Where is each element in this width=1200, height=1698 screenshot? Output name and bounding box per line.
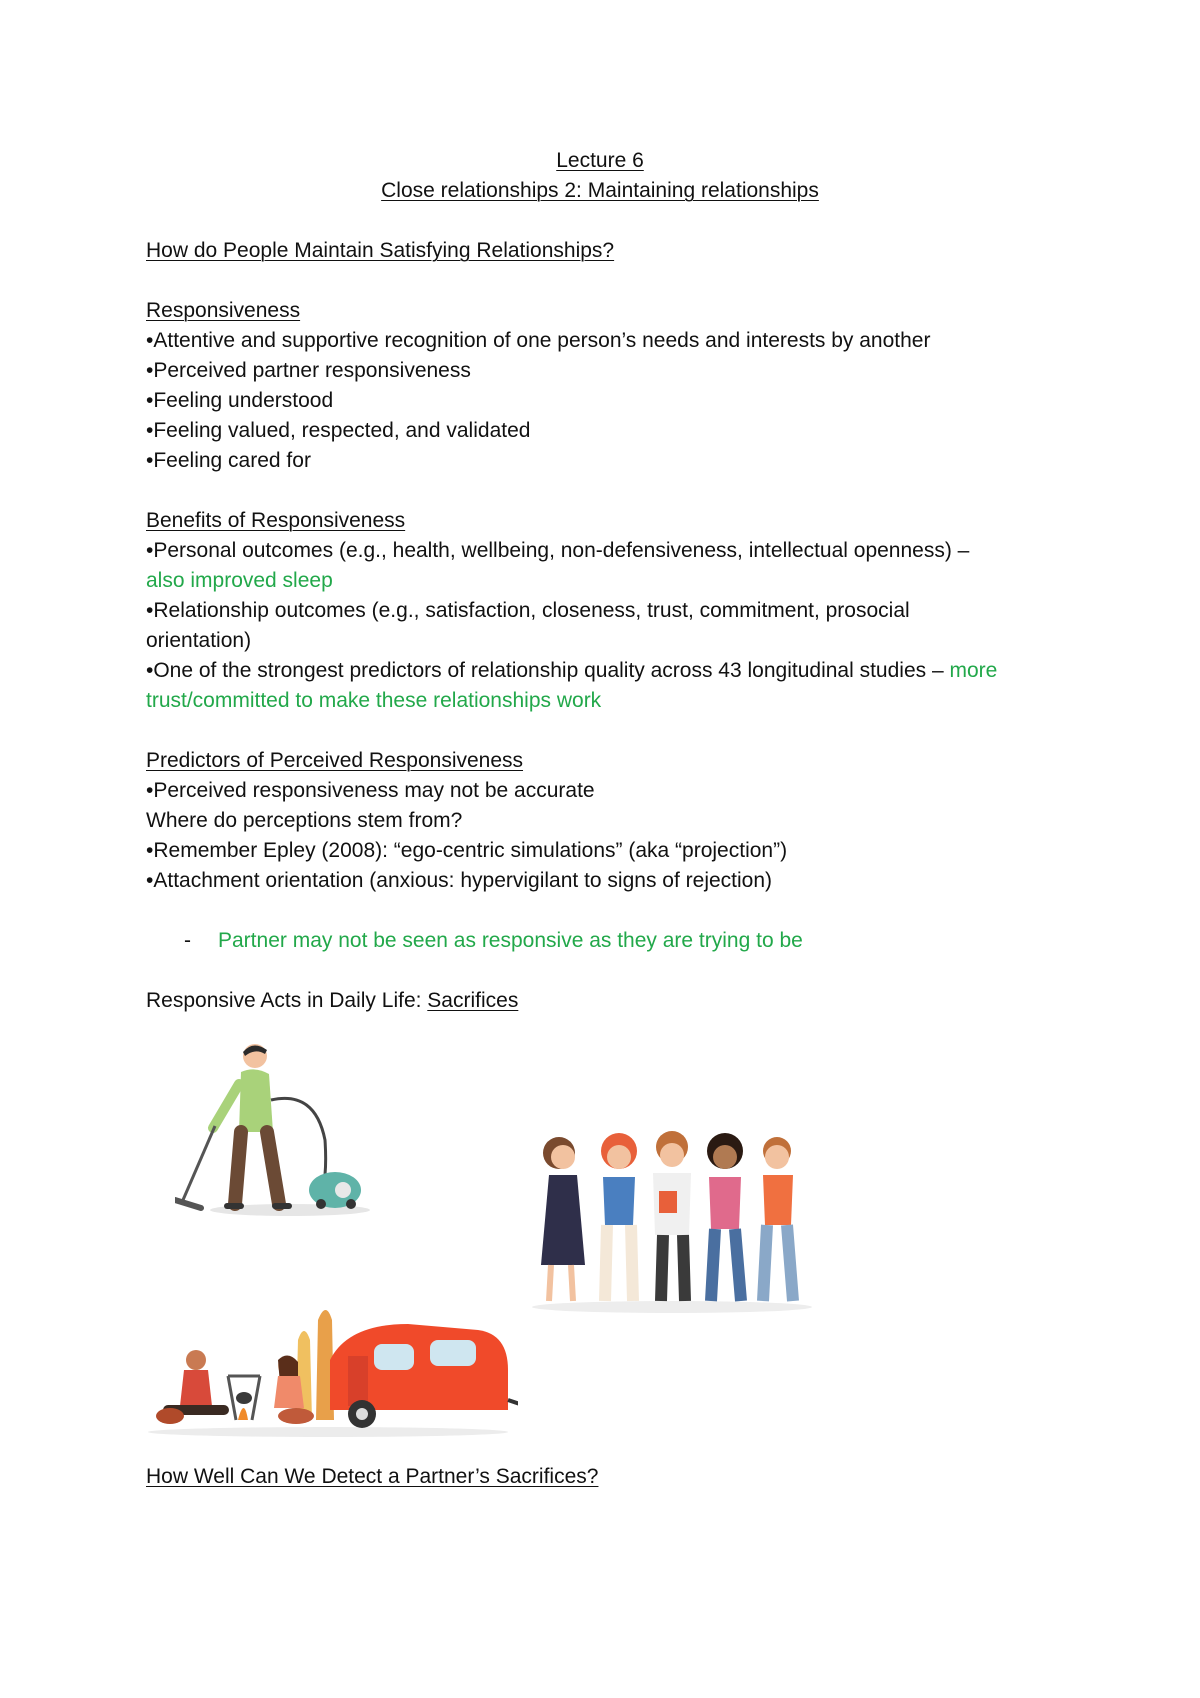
question-heading: How do People Maintain Satisfying Relationships?: [146, 239, 615, 262]
responsiveness-bullet: •Feeling cared for: [146, 449, 311, 472]
responsiveness-bullet: •Perceived partner responsiveness: [146, 359, 471, 382]
vacuuming-illustration: [175, 1040, 385, 1220]
responsiveness-bullet: •Attentive and supportive recognition of one person’s needs and interests by another: [146, 329, 931, 352]
predictors-heading: Predictors of Perceived Responsiveness: [146, 749, 524, 772]
benefit-predictor-text: •One of the strongest predictors of relationship quality across 43 longitudinal studies –: [146, 659, 944, 682]
acts-prefix: Responsive Acts in Daily Life:: [146, 989, 428, 1012]
benefit-relationship: •Relationship outcomes (e.g., satisfaction, closeness, trust, commitment, prosocial: [146, 599, 910, 622]
benefit-personal-note: also improved sleep: [146, 569, 333, 592]
benefit-predictor: [146, 656, 997, 686]
benefit-predictor-note: more: [943, 659, 998, 682]
friends-group-illustration: [527, 1125, 817, 1315]
benefit-predictor-note-cont: trust/committed to make these relationships work: [146, 689, 602, 712]
acts-heading: [146, 986, 518, 1016]
final-heading: How Well Can We Detect a Partner’s Sacrifices?: [146, 1465, 599, 1488]
dash-note: Partner may not be seen as responsive as they are trying to be: [218, 929, 803, 952]
predictors-line: •Attachment orientation (anxious: hypervigilant to signs of rejection): [146, 869, 773, 892]
benefit-personal: •Personal outcomes (e.g., health, wellbeing, non-defensiveness, intellectual openness) –: [146, 539, 970, 562]
predictors-line: •Perceived responsiveness may not be accurate: [146, 779, 595, 802]
lecture-subtitle: Close relationships 2: Maintaining relationships: [381, 179, 819, 202]
responsiveness-bullet: •Feeling understood: [146, 389, 334, 412]
responsiveness-heading: Responsiveness: [146, 299, 301, 322]
benefits-heading: Benefits of Responsiveness: [146, 509, 406, 532]
acts-sacrifices: Sacrifices: [427, 989, 519, 1012]
predictors-line: Where do perceptions stem from?: [146, 809, 463, 832]
camping-caravan-illustration: [148, 1300, 518, 1440]
predictors-line: •Remember Epley (2008): “ego-centric simulations” (aka “projection”): [146, 839, 788, 862]
responsiveness-bullet: •Feeling valued, respected, and validated: [146, 419, 531, 442]
dash-marker: -: [184, 929, 191, 952]
benefit-relationship-cont: orientation): [146, 629, 252, 652]
lecture-title: Lecture 6: [556, 149, 644, 172]
